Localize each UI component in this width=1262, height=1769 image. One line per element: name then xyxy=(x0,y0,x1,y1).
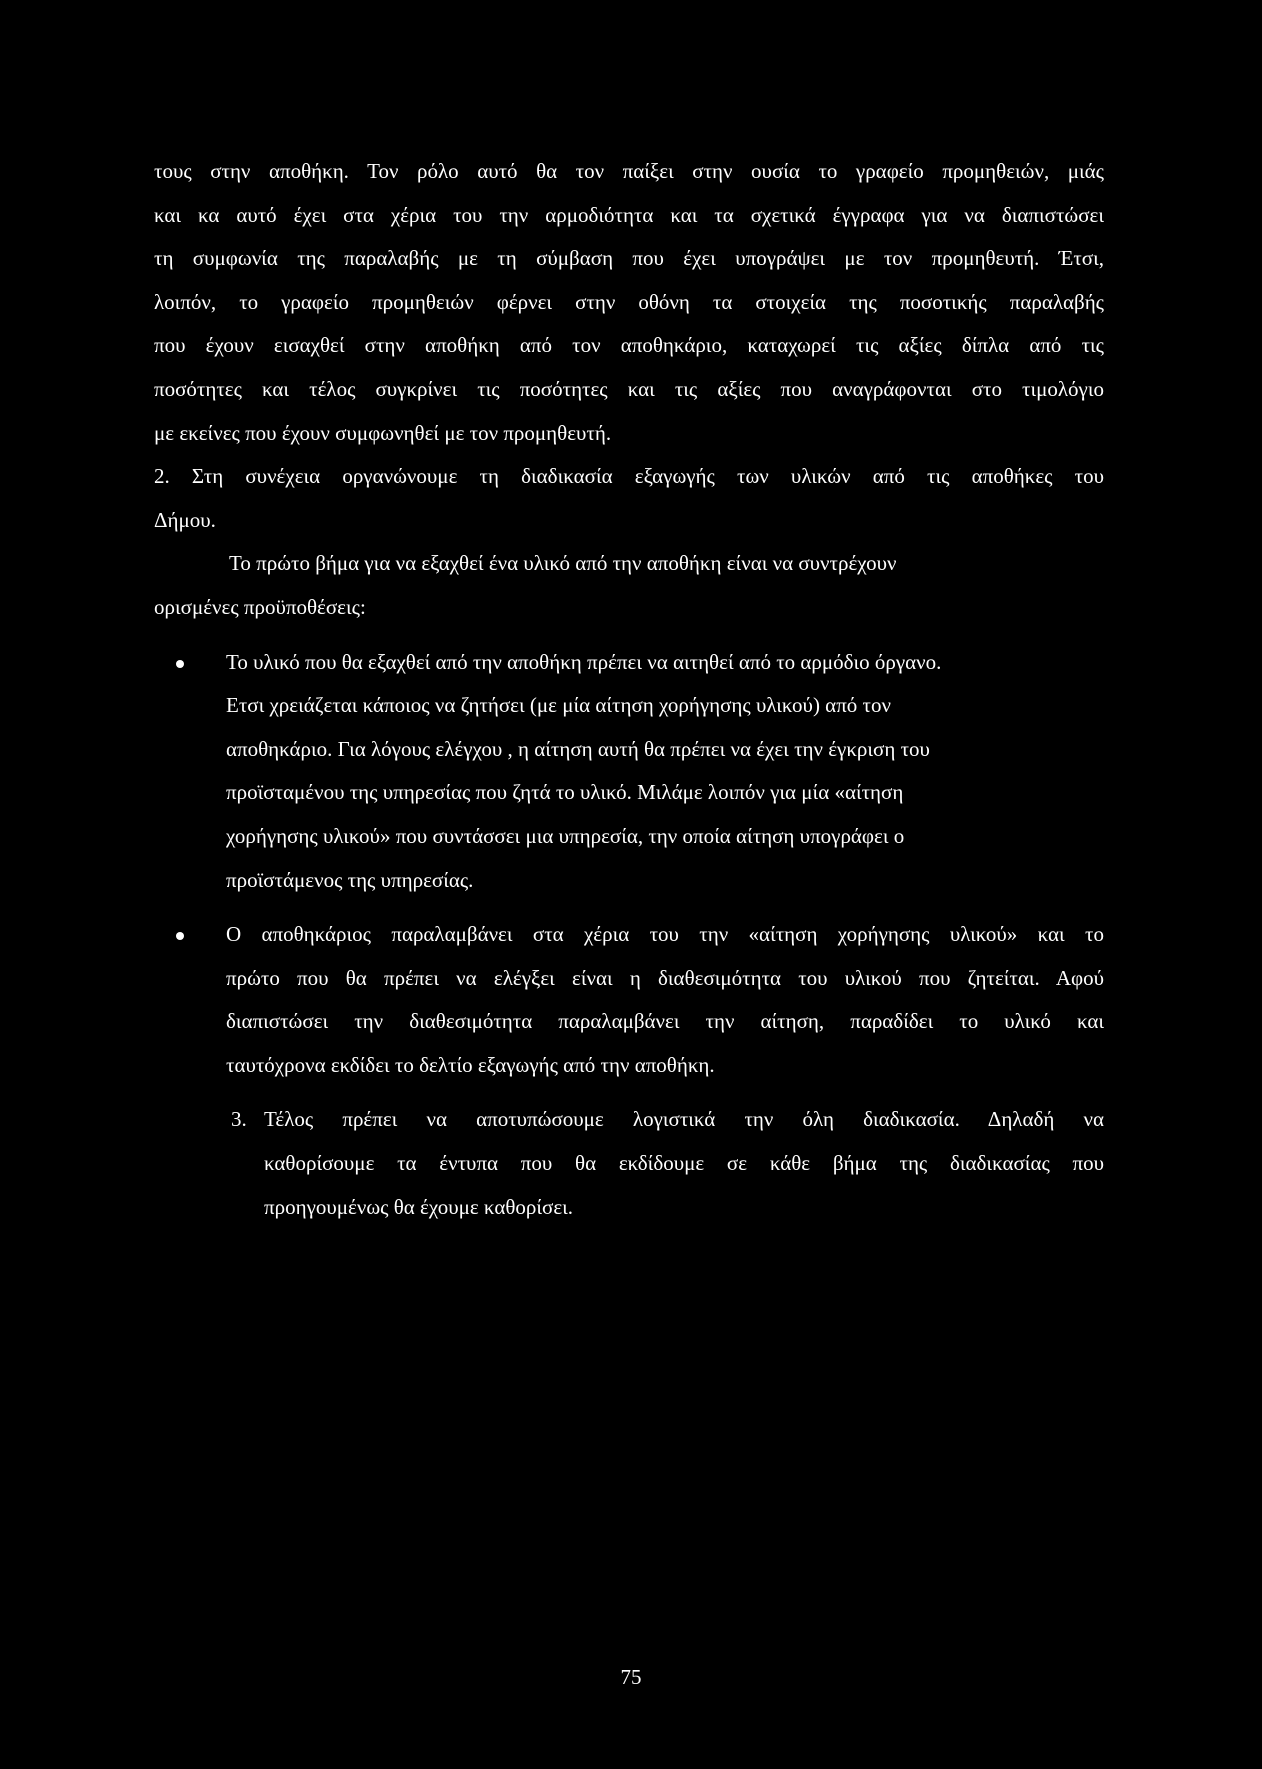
text-line: Ο αποθηκάριος παραλαμβάνει στα χέρια του την «αίτηση χορήγησης υλικού» και το xyxy=(226,922,1104,947)
bullet-icon xyxy=(176,660,184,668)
text-line: ορισμένες προϋποθέσεις: xyxy=(154,594,366,619)
text-line: καθορίσουμε τα έντυπα που θα εκδίδουμε σε κάθε βήμα της διαδικασίας που xyxy=(264,1151,1104,1176)
text-line: και κα αυτό έχει στα χέρια του την αρμοδιότητα και τα σχετικά έγγραφα για να διαπιστώσει xyxy=(154,202,1104,227)
text-line: τη συμφωνία της παραλαβής με τη σύμβαση που έχει υπογράψει με τον προμηθευτή. Έτσι, xyxy=(154,246,1104,271)
text-line: λοιπόν, το γραφείο προμηθειών φέρνει στην οθόνη τα στοιχεία της ποσοτικής παραλαβής xyxy=(154,289,1104,314)
text-line: Το υλικό που θα εξαχθεί από την αποθήκη πρέπει να αιτηθεί από το αρμόδιο όργανο. xyxy=(226,649,942,674)
bullet-icon xyxy=(176,932,184,940)
text-line: προηγουμένως θα έχουμε καθορίσει. xyxy=(264,1194,574,1219)
text-line: χορήγησης υλικού» που συντάσσει μια υπηρεσία, την οποία αίτηση υπογράφει ο xyxy=(226,823,905,848)
text-line: Δήμου. xyxy=(154,507,216,532)
numbered-item-3 xyxy=(154,1098,1104,1229)
text-line: ποσότητες και τέλος συγκρίνει τις ποσότητες και τις αξίες που αναγράφονται στο τιμολόγιο xyxy=(154,376,1104,401)
text-line: που έχουν εισαχθεί στην αποθήκη από τον αποθηκάριο, καταχωρεί τις αξίες δίπλα από τις xyxy=(154,333,1104,358)
text-line: 2. Στη συνέχεια οργανώνουμε τη διαδικασία εξαγωγής των υλικών από τις αποθήκες του xyxy=(154,464,1104,489)
document-page xyxy=(154,150,1104,1229)
text-line: διαπιστώσει την διαθεσιμότητα παραλαμβάνει την αίτηση, παραδίδει το υλικό και xyxy=(226,1009,1104,1034)
bullet-item-storekeeper xyxy=(154,913,1104,1087)
text-line: προϊστάμενος της υπηρεσίας. xyxy=(226,867,474,892)
first-step-paragraph xyxy=(154,542,1104,629)
text-line: προϊσταμένου της υπηρεσίας που ζητά το υλικό. Μιλάμε λοιπόν για μία «αίτηση xyxy=(226,780,904,805)
intro-paragraph xyxy=(154,150,1104,455)
item-number: 3. xyxy=(231,1107,247,1132)
text-line: τους στην αποθήκη. Τον ρόλο αυτό θα τον παίξει στην ουσία το γραφείο προμηθειών, μιάς xyxy=(154,159,1104,183)
text-line: ταυτόχρονα εκδίδει το δελτίο εξαγωγής από την αποθήκη. xyxy=(226,1052,715,1077)
page-number: 75 xyxy=(620,1665,642,1689)
text-line: αποθηκάριο. Για λόγους ελέγχου , η αίτηση αυτή θα πρέπει να έχει την έγκριση του xyxy=(226,736,930,761)
text-line: με εκείνες που έχουν συμφωνηθεί με τον προμηθευτή. xyxy=(154,420,612,445)
text-line: πρώτο που θα πρέπει να ελέγξει είναι η διαθεσιμότητα του υλικού που ζητείται. Αφού xyxy=(226,965,1104,990)
bullet-item-request xyxy=(154,641,1104,903)
text-line: Το πρώτο βήμα για να εξαχθεί ένα υλικό από την αποθήκη είναι να συντρέχουν xyxy=(229,551,897,576)
section-2-heading xyxy=(154,455,1104,542)
text-line: Ετσι χρειάζεται κάποιος να ζητήσει (με μία αίτηση χορήγησης υλικού) από τον xyxy=(226,693,891,718)
text-line: Τέλος πρέπει να αποτυπώσουμε λογιστικά την όλη διαδικασία. Δηλαδή να xyxy=(264,1107,1104,1132)
